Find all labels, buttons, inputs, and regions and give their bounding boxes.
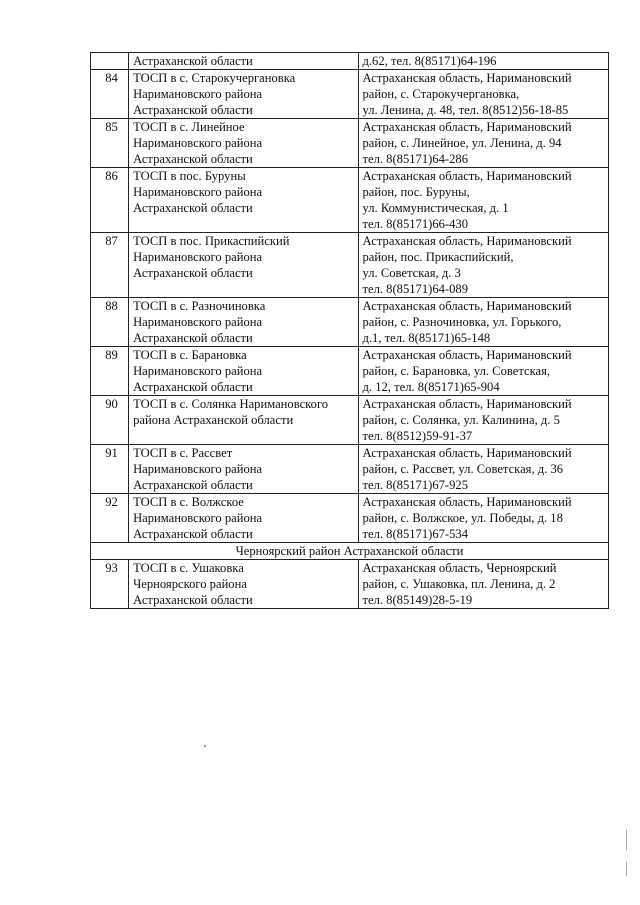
office-name: ТОСП в с. Линейное Наримановского района Астраханской области — [129, 119, 358, 168]
row-number: 92 — [91, 494, 129, 543]
row-number: 90 — [91, 396, 129, 445]
office-address: Астраханская область, Наримановский район, пос. Прикаспийский, ул. Советская, д. 3 тел. 8(85171)64-089 — [358, 233, 609, 298]
office-name: ТОСП в с. Ушаковка Черноярского района Астраханской области — [129, 560, 358, 609]
scan-edge-mark — [626, 830, 627, 850]
office-address: Астраханская область, Наримановский район, с. Рассвет, ул. Советская, д. 36 тел. 8(85171)67-925 — [358, 445, 609, 494]
table-row — [91, 53, 609, 70]
table-row — [91, 119, 609, 168]
table-row — [91, 494, 609, 543]
table-row — [91, 560, 609, 609]
row-number: 88 — [91, 298, 129, 347]
office-address: Астраханская область, Наримановский район, пос. Буруны, ул. Коммунистическая, д. 1 тел. 8(85171)66-430 — [358, 168, 609, 233]
office-address: Астраханская область, Наримановский район, с. Барановка, ул. Советская, д. 12, тел. 8(85171)65-904 — [358, 347, 609, 396]
row-number: 93 — [91, 560, 129, 609]
scan-speck — [204, 745, 206, 747]
office-address: Астраханская область, Наримановский район, с. Солянка, ул. Калинина, д. 5 тел. 8(8512)59-91-37 — [358, 396, 609, 445]
table-row — [91, 298, 609, 347]
row-number: 89 — [91, 347, 129, 396]
offices-table — [90, 52, 609, 609]
office-name: ТОСП в пос. Прикаспийский Наримановского района Астраханской области — [129, 233, 358, 298]
row-number: 84 — [91, 70, 129, 119]
table-row — [91, 347, 609, 396]
table-row — [91, 168, 609, 233]
row-number — [91, 53, 129, 70]
table-row — [91, 70, 609, 119]
section-title: Черноярский район Астраханской области — [91, 543, 609, 560]
row-number: 86 — [91, 168, 129, 233]
office-name: ТОСП в с. Рассвет Наримановского района Астраханской области — [129, 445, 358, 494]
office-name: Астраханской области — [129, 53, 358, 70]
office-name: ТОСП в с. Барановка Наримановского района Астраханской области — [129, 347, 358, 396]
office-address: Астраханская область, Наримановский район, с. Старокучергановка, ул. Ленина, д. 48, тел. 8(8512)56-18-85 — [358, 70, 609, 119]
office-address: Астраханская область, Наримановский район, с. Разночиновка, ул. Горького, д.1, тел. 8(85171)65-148 — [358, 298, 609, 347]
table-row — [91, 233, 609, 298]
office-name: ТОСП в с. Старокучергановка Наримановского района Астраханской области — [129, 70, 358, 119]
office-name: ТОСП в пос. Буруны Наримановского района Астраханской области — [129, 168, 358, 233]
table-row — [91, 445, 609, 494]
row-number: 85 — [91, 119, 129, 168]
office-name: ТОСП в с. Солянка Наримановского района Астраханской области — [129, 396, 358, 445]
row-number: 87 — [91, 233, 129, 298]
office-address: д.62, тел. 8(85171)64-196 — [358, 53, 609, 70]
scan-edge-mark — [626, 862, 627, 876]
office-address: Астраханская область, Черноярский район, с. Ушаковка, пл. Ленина, д. 2 тел. 8(85149)28-5-19 — [358, 560, 609, 609]
office-name: ТОСП в с. Волжское Наримановского района Астраханской области — [129, 494, 358, 543]
row-number: 91 — [91, 445, 129, 494]
office-address: Астраханская область, Наримановский район, с. Линейное, ул. Ленина, д. 94 тел. 8(85171)64-286 — [358, 119, 609, 168]
office-name: ТОСП в с. Разночиновка Наримановского района Астраханской области — [129, 298, 358, 347]
section-header-row — [91, 543, 609, 560]
table-row — [91, 396, 609, 445]
office-address: Астраханская область, Наримановский район, с. Волжское, ул. Победы, д. 18 тел. 8(85171)67-534 — [358, 494, 609, 543]
